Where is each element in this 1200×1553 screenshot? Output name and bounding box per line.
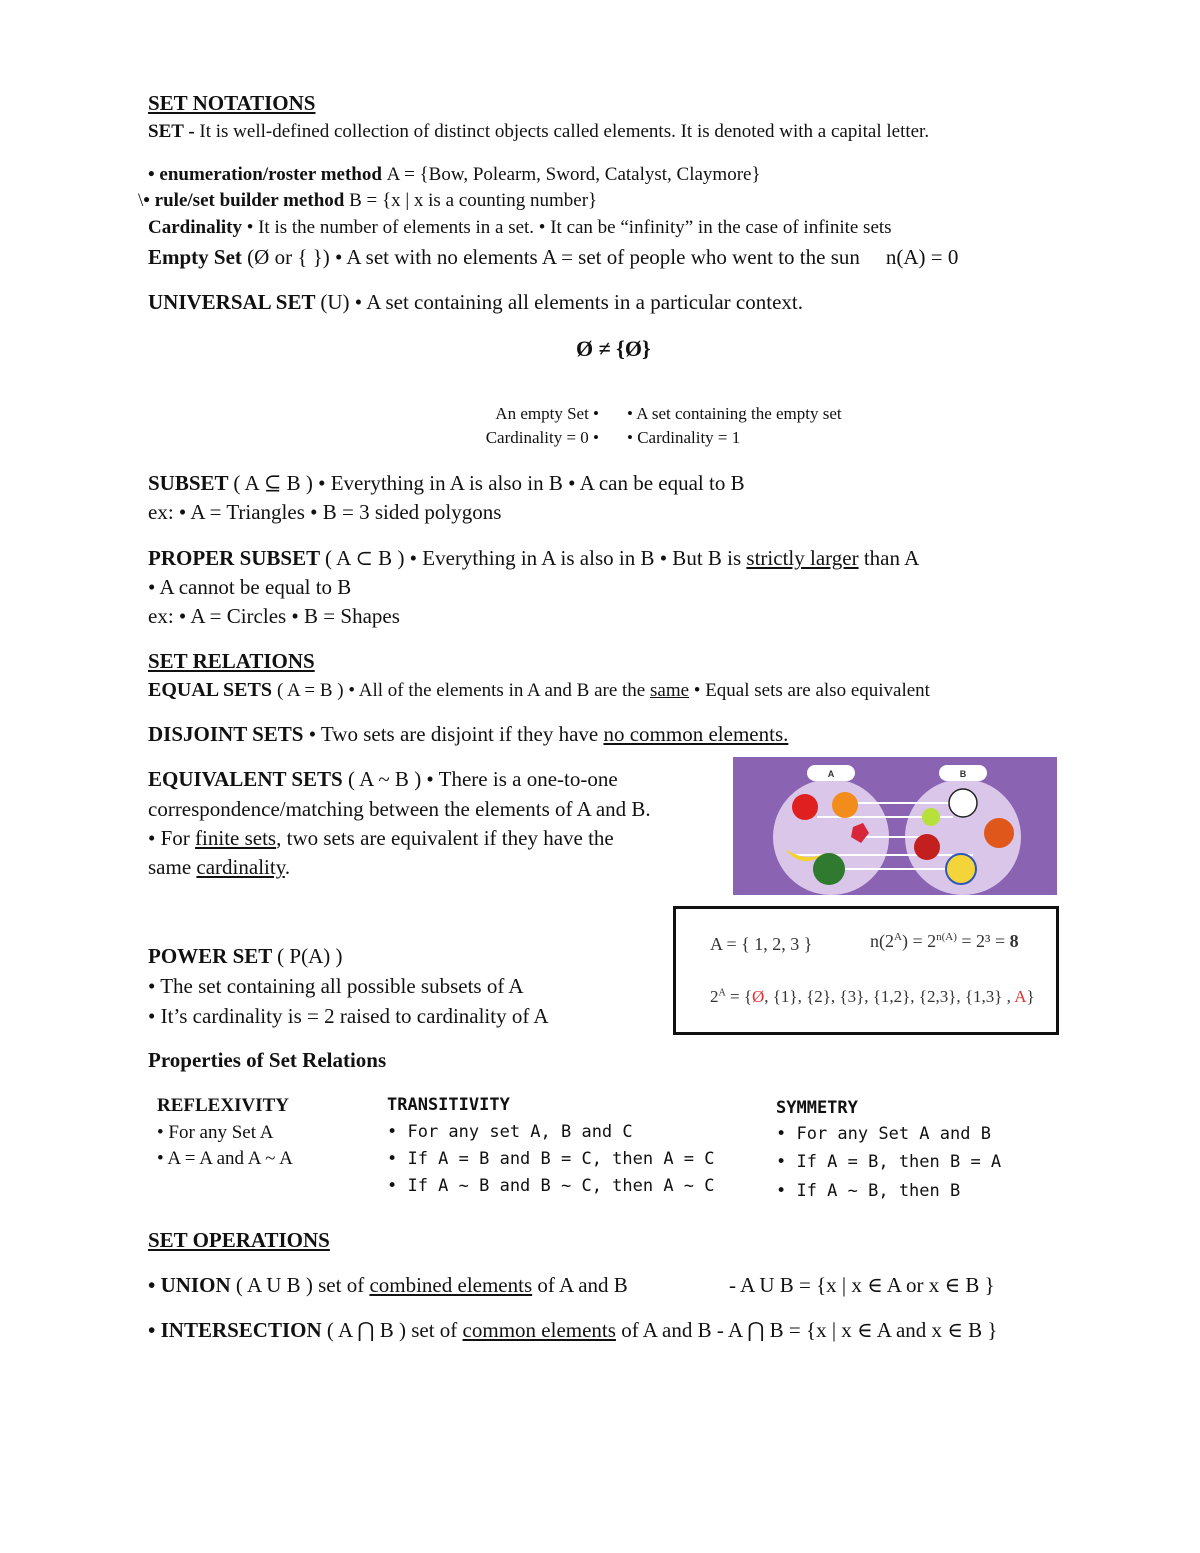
universal-set-line — [148, 290, 803, 314]
empty-set-count: n(A) = 0 — [885, 245, 959, 269]
empty-set-text: (Ø or { }) • A set with no elements A = set of people who went to the sun — [247, 245, 860, 269]
empty-set-line — [148, 245, 958, 269]
power-set-eq: = { — [725, 987, 752, 1006]
empty-set-formula: Ø ≠ {Ø} — [576, 336, 651, 361]
disjoint-underlined: no common elements. — [603, 722, 789, 746]
equivalent-line3 — [148, 826, 614, 850]
reflexivity-title: REFLEXIVITY — [157, 1095, 289, 1116]
symmetry-line3: • If A ~ B, then B — [776, 1181, 961, 1201]
empty-compare-left1: An empty Set • — [495, 404, 599, 423]
cardinality-term: Cardinality — [148, 217, 247, 238]
union-text2: of A and B — [532, 1273, 628, 1297]
basketball-icon — [984, 818, 1014, 848]
equal-sets-line — [148, 678, 930, 703]
tennis-ball-icon — [922, 808, 940, 826]
roster-term: • enumeration/roster method — [148, 164, 387, 185]
transitivity-title: TRANSITIVITY — [387, 1095, 510, 1115]
proper-subset-example: ex: • A = Circles • B = Shapes — [148, 604, 400, 628]
transitivity-line2: • If A = B and B = C, then A = C — [387, 1149, 715, 1169]
roster-method — [148, 163, 761, 187]
equal-sets-underlined: same — [650, 680, 690, 701]
heading-properties: Properties of Set Relations — [148, 1048, 387, 1072]
n-formula-start: n(2 — [870, 931, 894, 951]
equivalent-line4-b: . — [284, 855, 291, 879]
subset-line — [148, 471, 745, 495]
equivalent-term: EQUIVALENT SETS — [148, 767, 348, 791]
power-set-line — [148, 944, 342, 968]
intersection-text2: of A and B - A ⋂ B = {x | x ∈ A and x ∈ B } — [615, 1318, 998, 1342]
power-set-a-def: A = { 1, 2, 3 } — [710, 934, 813, 954]
power-set-n-formula — [870, 931, 1019, 952]
disjoint-sets-line — [148, 722, 788, 746]
heading-set-notations: SET NOTATIONS — [148, 91, 316, 115]
equivalent-line3-b: , two sets are equivalent if they have the — [276, 826, 614, 850]
heading-set-operations: SET OPERATIONS — [148, 1228, 330, 1252]
set-a-label: A — [827, 769, 835, 779]
disjoint-term: DISJOINT SETS — [148, 722, 309, 746]
equal-sets-term: EQUAL SETS — [148, 679, 277, 701]
symmetry-line2: • If A = B, then B = A — [776, 1152, 1002, 1172]
volleyball-icon — [946, 854, 976, 884]
orange-icon — [832, 792, 858, 818]
cricket-ball-icon — [914, 834, 940, 860]
empty-compare-right1: • A set containing the empty set — [627, 404, 842, 423]
reflexivity-line2: • A = A and A ~ A — [157, 1148, 293, 1169]
power-set-text: ( P(A) ) — [277, 944, 343, 968]
symmetry-line1: • For any Set A and B — [776, 1124, 991, 1144]
power-set-example-box — [673, 906, 1059, 1035]
proper-subset-text1: ( A ⊂ B ) • Everything in A is also in B • But B is — [325, 546, 747, 570]
n-formula-sup: A — [894, 931, 902, 943]
power-set-listing — [710, 987, 1035, 1007]
disjoint-text1: • Two sets are disjoint if they have — [308, 722, 604, 746]
universal-text: (U) • A set containing all elements in a particular context. — [320, 290, 803, 314]
empty-set-term: Empty Set — [148, 245, 248, 269]
cardinality-text: • It is the number of elements in a set. • It can be “infinity” in the case of infinite sets — [246, 217, 892, 238]
power-set-line2: • The set containing all possible subsets of A — [148, 974, 524, 998]
heading-set-relations: SET RELATIONS — [148, 649, 315, 673]
power-set-last-element: A — [1014, 987, 1027, 1006]
set-b-label: B — [959, 769, 967, 779]
set-definition-text: It is well-defined collection of distinct objects called elements. It is denoted with a capital letter. — [199, 121, 930, 142]
transitivity-line1: • For any set A, B and C — [387, 1122, 633, 1142]
soccer-ball-icon — [949, 789, 977, 817]
union-line — [148, 1273, 628, 1297]
reflexivity-line1: • For any Set A — [157, 1122, 274, 1143]
n-formula-end: = 2³ = — [956, 931, 1010, 951]
equivalence-diagram-svg — [733, 757, 1057, 895]
roster-text: A = {Bow, Polearm, Sword, Catalyst, Claymore} — [386, 164, 761, 185]
rule-term: • rule/set builder method — [143, 190, 350, 211]
watermelon-icon — [813, 853, 845, 885]
rule-method — [138, 189, 597, 213]
intersection-text1: ( A ⋂ B ) set of — [326, 1318, 463, 1342]
cardinality-line — [148, 216, 892, 240]
proper-subset-text2: than A — [858, 546, 920, 570]
n-formula-mid: ) = 2 — [901, 931, 937, 951]
empty-compare-left2: Cardinality = 0 • — [485, 428, 599, 447]
equivalent-sets-line — [148, 767, 618, 791]
subset-text: ( A ⊆ B ) • Everything in A is also in B • A can be equal to B — [233, 471, 745, 495]
set-term: SET - — [148, 121, 200, 142]
symmetry-title: SYMMETRY — [776, 1098, 858, 1118]
subset-term: SUBSET — [148, 471, 234, 495]
proper-subset-line2: • A cannot be equal to B — [148, 575, 352, 599]
set-definition — [148, 120, 929, 144]
union-underlined: combined elements — [369, 1273, 533, 1297]
proper-subset-line — [148, 546, 919, 570]
equivalent-line3-a: • For — [148, 826, 196, 850]
power-set-line3: • It’s cardinality is = 2 raised to cardinality of A — [148, 1004, 549, 1028]
equivalent-line4-a: same — [148, 855, 197, 879]
universal-term: UNIVERSAL SET — [148, 290, 321, 314]
intersection-term: • INTERSECTION — [148, 1318, 327, 1342]
apple-icon — [792, 794, 818, 820]
power-set-items: , {1}, {2}, {3}, {1,2}, {2,3}, {1,3} , — [764, 987, 1015, 1006]
equal-sets-text1: ( A = B ) • All of the elements in A and B are the — [276, 680, 650, 701]
empty-compare-right2: • Cardinality = 1 — [627, 428, 741, 447]
subset-example: ex: • A = Triangles • B = 3 sided polygons — [148, 500, 502, 524]
intersection-underlined: common elements — [462, 1318, 616, 1342]
power-set-prefix: 2 — [710, 987, 719, 1006]
union-formula: - A U B = {x | x ∈ A or x ∈ B } — [729, 1273, 995, 1297]
intersection-line — [148, 1318, 997, 1342]
power-set-close: } — [1026, 987, 1035, 1006]
equal-sets-text2: • Equal sets are also equivalent — [689, 680, 930, 701]
power-set-term: POWER SET — [148, 944, 278, 968]
rule-text: B = {x | x is a counting number} — [349, 190, 598, 211]
equivalence-diagram — [733, 757, 1057, 895]
equivalent-line4-underlined: cardinality — [196, 855, 285, 879]
proper-subset-underlined: strictly larger — [746, 546, 859, 570]
equivalent-line2: correspondence/matching between the elements of A and B. — [148, 797, 651, 821]
power-set-empty-element: Ø — [751, 987, 765, 1006]
n-formula-result: 8 — [1009, 931, 1019, 951]
union-text1: ( A U B ) set of — [235, 1273, 370, 1297]
equivalent-line3-underlined: finite sets — [195, 826, 277, 850]
rule-marker: \ — [138, 190, 144, 211]
proper-subset-term: PROPER SUBSET — [148, 546, 325, 570]
power-set-sup: A — [718, 987, 726, 999]
union-term: • UNION — [148, 1273, 236, 1297]
transitivity-line3: • If A ~ B and B ~ C, then A ~ C — [387, 1176, 715, 1196]
equivalent-text1: ( A ~ B ) • There is a one-to-one — [347, 767, 618, 791]
equivalent-line4 — [148, 855, 290, 879]
n-formula-sup2: n(A) — [936, 931, 957, 943]
